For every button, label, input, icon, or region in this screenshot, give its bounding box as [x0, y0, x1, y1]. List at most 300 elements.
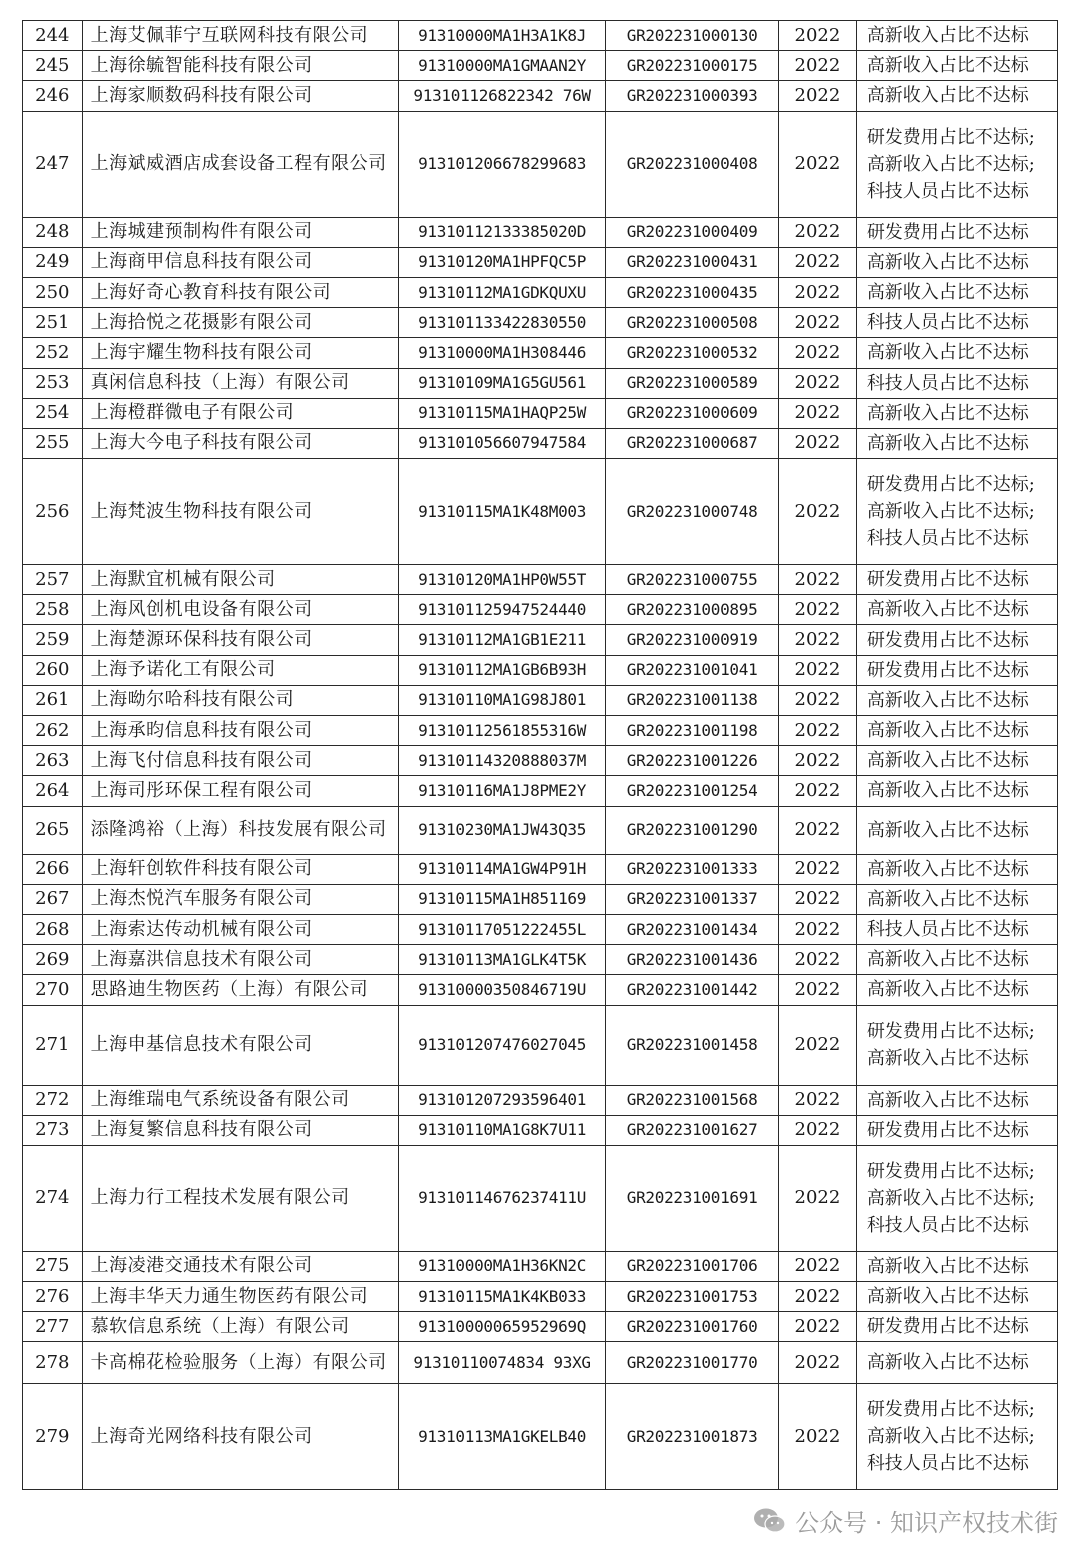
certificate-number: GR202231001226: [606, 746, 779, 776]
table-row: [23, 398, 1058, 428]
row-number: 270: [23, 975, 83, 1005]
credit-code: 913101207476027045: [398, 1005, 605, 1085]
credit-code: 91310000MA1H3A1K8J: [398, 21, 605, 51]
reason-text: 研发费用占比不达标;: [866, 1399, 1035, 1421]
reason-cell: [856, 854, 1057, 884]
reason-cell: [856, 776, 1057, 806]
reason-cell: [856, 625, 1057, 655]
certificate-number: GR202231000609: [606, 398, 779, 428]
row-number: 275: [23, 1251, 83, 1281]
company-name: 上海予诺化工有限公司: [82, 655, 398, 685]
row-number: 263: [23, 746, 83, 776]
company-name: 上海索达传动机械有限公司: [82, 914, 398, 944]
row-number: 274: [23, 1145, 83, 1251]
certificate-number: GR202231001568: [606, 1085, 779, 1115]
year: 2022: [779, 1085, 857, 1115]
year: 2022: [779, 1251, 857, 1281]
reason-cell: [856, 655, 1057, 685]
row-number: 262: [23, 716, 83, 746]
year: 2022: [779, 716, 857, 746]
row-number: 271: [23, 1005, 83, 1085]
credit-code: 91310112133385020D: [398, 217, 605, 247]
table-row: [23, 308, 1058, 338]
certificate-number: GR202231000589: [606, 368, 779, 398]
company-name: 添隆鸿裕（上海）科技发展有限公司: [82, 806, 398, 854]
table-row: [23, 51, 1058, 81]
reason-cell: [856, 914, 1057, 944]
year: 2022: [779, 1312, 857, 1342]
row-number: 252: [23, 338, 83, 368]
credit-code: 91310000065952969Q: [398, 1312, 605, 1342]
watermark: [753, 1503, 1058, 1538]
table-row: [23, 854, 1058, 884]
reason-text: 研发费用占比不达标: [866, 1119, 1029, 1141]
certificate-number: GR202231001337: [606, 884, 779, 914]
reason-cell: [856, 1342, 1057, 1384]
certificate-number: GR202231001254: [606, 776, 779, 806]
reason-text: 高新收入占比不达标: [866, 1048, 1029, 1069]
reason-text: 科技人员占比不达标: [866, 372, 1029, 394]
credit-code: 91310000MA1GMAAN2Y: [398, 51, 605, 81]
row-number: 254: [23, 398, 83, 428]
table-row: [23, 806, 1058, 854]
row-number: 279: [23, 1384, 83, 1490]
reason-cell: [856, 1312, 1057, 1342]
company-name: 思路迪生物医药（上海）有限公司: [82, 975, 398, 1005]
reason-cell: [856, 746, 1057, 776]
credit-code: 913101056607947584: [398, 428, 605, 458]
row-number: 250: [23, 277, 83, 307]
company-name: 上海复繁信息科技有限公司: [82, 1115, 398, 1145]
certificate-number: GR202231000408: [606, 111, 779, 217]
company-name: 真闲信息科技（上海）有限公司: [82, 368, 398, 398]
reason-cell: [856, 945, 1057, 975]
certificate-number: GR202231001753: [606, 1282, 779, 1312]
reason-cell: [856, 111, 1057, 217]
reason-text: 高新收入占比不达标: [866, 1089, 1029, 1111]
certificate-number: GR202231001760: [606, 1312, 779, 1342]
year: 2022: [779, 776, 857, 806]
credit-code: 91310120MA1HP0W55T: [398, 565, 605, 595]
reason-text: 研发费用占比不达标: [866, 659, 1029, 681]
row-number: 251: [23, 308, 83, 338]
company-name: 上海风创机电设备有限公司: [82, 595, 398, 625]
credit-code: 91310115MA1K4KB033: [398, 1282, 605, 1312]
year: 2022: [779, 806, 857, 854]
company-name: 上海轩创软件科技有限公司: [82, 854, 398, 884]
year: 2022: [779, 1005, 857, 1085]
company-name: 上海杰悦汽车服务有限公司: [82, 884, 398, 914]
year: 2022: [779, 111, 857, 217]
year: 2022: [779, 398, 857, 428]
year: 2022: [779, 81, 857, 111]
credit-code: 913101206678299683: [398, 111, 605, 217]
certificate-number: GR202231001333: [606, 854, 779, 884]
reason-cell: [856, 1005, 1057, 1085]
table-row: [23, 914, 1058, 944]
reason-text: 高新收入占比不达标: [866, 888, 1029, 910]
reason-cell: [856, 1251, 1057, 1281]
reason-text: 科技人员占比不达标: [866, 919, 1029, 941]
certificate-number: GR202231001138: [606, 685, 779, 715]
wechat-icon: [753, 1507, 787, 1535]
row-number: 249: [23, 247, 83, 277]
reason-text: 高新收入占比不达标: [866, 750, 1029, 772]
company-name: 上海宇耀生物科技有限公司: [82, 338, 398, 368]
table-row: [23, 1384, 1058, 1490]
row-number: 267: [23, 884, 83, 914]
year: 2022: [779, 565, 857, 595]
credit-code: 91310115MA1H851169: [398, 884, 605, 914]
credit-code: 91310109MA1G5GU561: [398, 368, 605, 398]
table-row: [23, 459, 1058, 565]
table-row: [23, 716, 1058, 746]
reason-cell: [856, 595, 1057, 625]
reason-text: 高新收入占比不达标;: [866, 153, 1035, 175]
reason-text: 高新收入占比不达标: [866, 689, 1029, 711]
table-row: [23, 217, 1058, 247]
company-name: 上海家顺数码科技有限公司: [82, 81, 398, 111]
certificate-number: GR202231000532: [606, 338, 779, 368]
certificate-number: GR202231000130: [606, 21, 779, 51]
row-number: 244: [23, 21, 83, 51]
company-name: 上海凌港交通技术有限公司: [82, 1251, 398, 1281]
company-name: 上海斌威酒店成套设备工程有限公司: [82, 111, 398, 217]
credit-code: 91310114676237411U: [398, 1145, 605, 1251]
table-row: [23, 776, 1058, 806]
certificate-number: GR202231001691: [606, 1145, 779, 1251]
reason-cell: [856, 1384, 1057, 1490]
reason-text: 科技人员占比不达标: [866, 1214, 1029, 1236]
table-row: [23, 975, 1058, 1005]
row-number: 277: [23, 1312, 83, 1342]
company-name: 上海艾佩菲宁互联网科技有限公司: [82, 21, 398, 51]
table-row: [23, 21, 1058, 51]
credit-code: 91310000350846719U: [398, 975, 605, 1005]
certificate-number: GR202231001041: [606, 655, 779, 685]
reason-cell: [856, 685, 1057, 715]
certificate-number: GR202231000431: [606, 247, 779, 277]
certificate-number: GR202231000393: [606, 81, 779, 111]
reason-cell: [856, 884, 1057, 914]
certificate-number: GR202231000895: [606, 595, 779, 625]
year: 2022: [779, 217, 857, 247]
year: 2022: [779, 746, 857, 776]
reason-text: 高新收入占比不达标: [866, 780, 1029, 802]
credit-code: 913101133422830550: [398, 308, 605, 338]
row-number: 269: [23, 945, 83, 975]
year: 2022: [779, 945, 857, 975]
reason-cell: [856, 81, 1057, 111]
credit-code: 91310113MA1GKELB40: [398, 1384, 605, 1490]
reason-text: 高新收入占比不达标: [866, 432, 1029, 454]
company-name: 上海楚源环保科技有限公司: [82, 625, 398, 655]
credit-code: 91310112MA1GB6B93H: [398, 655, 605, 685]
year: 2022: [779, 975, 857, 1005]
table-row: [23, 1312, 1058, 1342]
table-row: [23, 884, 1058, 914]
reason-cell: [856, 459, 1057, 565]
year: 2022: [779, 338, 857, 368]
certificate-number: GR202231000748: [606, 459, 779, 565]
credit-code: 91310115MA1K48M003: [398, 459, 605, 565]
table-row: [23, 685, 1058, 715]
table-row: [23, 368, 1058, 398]
row-number: 268: [23, 914, 83, 944]
reason-cell: [856, 806, 1057, 854]
company-name: 上海呦尔哈科技有限公司: [82, 685, 398, 715]
reason-text: 研发费用占比不达标;: [866, 474, 1035, 496]
certificate-number: GR202231000409: [606, 217, 779, 247]
row-number: 266: [23, 854, 83, 884]
reason-text: 高新收入占比不达标: [866, 819, 1029, 841]
year: 2022: [779, 51, 857, 81]
credit-code: 91310000MA1H36KN2C: [398, 1251, 605, 1281]
company-name: 上海好奇心教育科技有限公司: [82, 277, 398, 307]
credit-code: 91310230MA1JW43Q35: [398, 806, 605, 854]
row-number: 272: [23, 1085, 83, 1115]
reason-text: 高新收入占比不达标: [866, 858, 1029, 880]
table-row: [23, 945, 1058, 975]
company-name: 上海大今电子科技有限公司: [82, 428, 398, 458]
certificate-number: GR202231000687: [606, 428, 779, 458]
year: 2022: [779, 854, 857, 884]
company-name: 上海奇光网络科技有限公司: [82, 1384, 398, 1490]
watermark-text: 公众号 · 知识产权技术街: [795, 1509, 1058, 1537]
table-row: [23, 595, 1058, 625]
reason-cell: [856, 308, 1057, 338]
company-table: [22, 20, 1058, 1490]
credit-code: 91310116MA1J8PME2Y: [398, 776, 605, 806]
company-name: 上海丰华天力通生物医药有限公司: [82, 1282, 398, 1312]
reason-text: 高新收入占比不达标;: [866, 1426, 1035, 1448]
reason-text: 高新收入占比不达标: [866, 55, 1029, 77]
row-number: 245: [23, 51, 83, 81]
year: 2022: [779, 368, 857, 398]
reason-cell: [856, 428, 1057, 458]
certificate-number: GR202231001770: [606, 1342, 779, 1384]
table-row: [23, 338, 1058, 368]
row-number: 278: [23, 1342, 83, 1384]
reason-text: 研发费用占比不达标;: [866, 126, 1035, 148]
reason-text: 高新收入占比不达标: [866, 342, 1029, 364]
certificate-number: GR202231000755: [606, 565, 779, 595]
reason-text: 高新收入占比不达标: [866, 85, 1029, 107]
table-row: [23, 428, 1058, 458]
reason-text: 研发费用占比不达标: [866, 1316, 1029, 1338]
reason-cell: [856, 975, 1057, 1005]
certificate-number: GR202231001198: [606, 716, 779, 746]
year: 2022: [779, 914, 857, 944]
reason-cell: [856, 1282, 1057, 1312]
year: 2022: [779, 1282, 857, 1312]
company-name: 慕软信息系统（上海）有限公司: [82, 1312, 398, 1342]
row-number: 264: [23, 776, 83, 806]
table-row: [23, 1342, 1058, 1384]
company-name: 上海梵波生物科技有限公司: [82, 459, 398, 565]
year: 2022: [779, 595, 857, 625]
certificate-number: GR202231000175: [606, 51, 779, 81]
credit-code: 91310117051222455L: [398, 914, 605, 944]
year: 2022: [779, 459, 857, 565]
reason-cell: [856, 338, 1057, 368]
reason-cell: [856, 1145, 1057, 1251]
row-number: 260: [23, 655, 83, 685]
table-row: [23, 1115, 1058, 1145]
reason-cell: [856, 368, 1057, 398]
reason-text: 高新收入占比不达标: [866, 282, 1029, 304]
reason-text: 高新收入占比不达标: [866, 720, 1029, 742]
company-name: 上海力行工程技术发展有限公司: [82, 1145, 398, 1251]
table-row: [23, 1282, 1058, 1312]
row-number: 276: [23, 1282, 83, 1312]
reason-cell: [856, 716, 1057, 746]
row-number: 256: [23, 459, 83, 565]
certificate-number: GR202231001873: [606, 1384, 779, 1490]
table-row: [23, 277, 1058, 307]
year: 2022: [779, 1384, 857, 1490]
certificate-number: GR202231001706: [606, 1251, 779, 1281]
row-number: 247: [23, 111, 83, 217]
table-row: [23, 1251, 1058, 1281]
reason-text: 科技人员占比不达标: [866, 180, 1029, 202]
reason-cell: [856, 51, 1057, 81]
credit-code: 91310112MA1GB1E211: [398, 625, 605, 655]
year: 2022: [779, 685, 857, 715]
row-number: 261: [23, 685, 83, 715]
company-name: 上海司彤环保工程有限公司: [82, 776, 398, 806]
reason-cell: [856, 398, 1057, 428]
reason-text: 高新收入占比不达标: [866, 402, 1029, 424]
company-name: 上海默宜机械有限公司: [82, 565, 398, 595]
certificate-number: GR202231000435: [606, 277, 779, 307]
credit-code: 913101207293596401: [398, 1085, 605, 1115]
credit-code: 91310114320888037M: [398, 746, 605, 776]
company-table-body: [23, 21, 1058, 1490]
credit-code: 91310112MA1GDKQUXU: [398, 277, 605, 307]
reason-cell: [856, 1085, 1057, 1115]
certificate-number: GR202231001442: [606, 975, 779, 1005]
row-number: 255: [23, 428, 83, 458]
reason-text: 科技人员占比不达标: [866, 312, 1029, 334]
reason-text: 高新收入占比不达标: [866, 251, 1029, 273]
reason-text: 研发费用占比不达标;: [866, 1160, 1035, 1182]
row-number: 273: [23, 1115, 83, 1145]
table-row: [23, 625, 1058, 655]
reason-text: 研发费用占比不达标: [866, 569, 1029, 591]
certificate-number: GR202231000919: [606, 625, 779, 655]
certificate-number: GR202231001627: [606, 1115, 779, 1145]
certificate-number: GR202231001436: [606, 945, 779, 975]
table-row: [23, 565, 1058, 595]
reason-text: 高新收入占比不达标: [866, 1255, 1029, 1277]
credit-code: 91310110MA1G98J801: [398, 685, 605, 715]
credit-code: 913101125947524440: [398, 595, 605, 625]
reason-cell: [856, 21, 1057, 51]
row-number: 259: [23, 625, 83, 655]
reason-text: 研发费用占比不达标: [866, 221, 1029, 243]
row-number: 257: [23, 565, 83, 595]
year: 2022: [779, 884, 857, 914]
credit-code: 91310110MA1G8K7U11: [398, 1115, 605, 1145]
row-number: 248: [23, 217, 83, 247]
year: 2022: [779, 1145, 857, 1251]
company-name: 上海承昀信息科技有限公司: [82, 716, 398, 746]
table-row: [23, 111, 1058, 217]
table-row: [23, 1145, 1058, 1251]
row-number: 253: [23, 368, 83, 398]
company-name: 上海申基信息技术有限公司: [82, 1005, 398, 1085]
table-row: [23, 247, 1058, 277]
reason-text: 研发费用占比不达标;: [866, 1021, 1035, 1042]
reason-text: 高新收入占比不达标: [866, 1352, 1029, 1374]
table-row: [23, 1085, 1058, 1115]
company-name: 上海飞付信息科技有限公司: [82, 746, 398, 776]
year: 2022: [779, 247, 857, 277]
table-row: [23, 1005, 1058, 1085]
certificate-number: GR202231001458: [606, 1005, 779, 1085]
certificate-number: GR202231001290: [606, 806, 779, 854]
credit-code: 91310115MA1HAQP25W: [398, 398, 605, 428]
credit-code: 913101126822342 76W: [398, 81, 605, 111]
company-name: 上海嘉洪信息技术有限公司: [82, 945, 398, 975]
credit-code: 91310120MA1HPFQC5P: [398, 247, 605, 277]
company-name: 上海商甲信息科技有限公司: [82, 247, 398, 277]
reason-cell: [856, 247, 1057, 277]
reason-text: 高新收入占比不达标: [866, 949, 1029, 971]
year: 2022: [779, 655, 857, 685]
document-sheet: [22, 20, 1058, 1490]
table-row: [23, 746, 1058, 776]
credit-code: 91310000MA1H308446: [398, 338, 605, 368]
credit-code: 91310112561855316W: [398, 716, 605, 746]
company-name: 上海橙群微电子有限公司: [82, 398, 398, 428]
credit-code: 91310110074834 93XG: [398, 1342, 605, 1384]
table-row: [23, 655, 1058, 685]
company-name: 上海拾悦之花摄影有限公司: [82, 308, 398, 338]
row-number: 246: [23, 81, 83, 111]
reason-text: 高新收入占比不达标;: [866, 1187, 1035, 1209]
year: 2022: [779, 428, 857, 458]
table-row: [23, 81, 1058, 111]
reason-text: 研发费用占比不达标: [866, 629, 1029, 651]
year: 2022: [779, 625, 857, 655]
year: 2022: [779, 21, 857, 51]
year: 2022: [779, 1342, 857, 1384]
reason-text: 高新收入占比不达标;: [866, 501, 1035, 523]
reason-cell: [856, 565, 1057, 595]
row-number: 265: [23, 806, 83, 854]
reason-cell: [856, 1115, 1057, 1145]
reason-text: 高新收入占比不达标: [866, 599, 1029, 621]
company-name: 卡高棉花检验服务（上海）有限公司: [82, 1342, 398, 1384]
certificate-number: GR202231001434: [606, 914, 779, 944]
reason-text: 高新收入占比不达标: [866, 25, 1029, 47]
reason-text: 科技人员占比不达标: [866, 1453, 1029, 1475]
reason-text: 高新收入占比不达标: [866, 979, 1029, 1001]
certificate-number: GR202231000508: [606, 308, 779, 338]
credit-code: 91310114MA1GW4P91H: [398, 854, 605, 884]
credit-code: 91310113MA1GLK4T5K: [398, 945, 605, 975]
year: 2022: [779, 1115, 857, 1145]
company-name: 上海维瑞电气系统设备有限公司: [82, 1085, 398, 1115]
year: 2022: [779, 308, 857, 338]
row-number: 258: [23, 595, 83, 625]
reason-cell: [856, 277, 1057, 307]
reason-cell: [856, 217, 1057, 247]
reason-text: 高新收入占比不达标: [866, 1286, 1029, 1308]
reason-text: 科技人员占比不达标: [866, 528, 1029, 550]
